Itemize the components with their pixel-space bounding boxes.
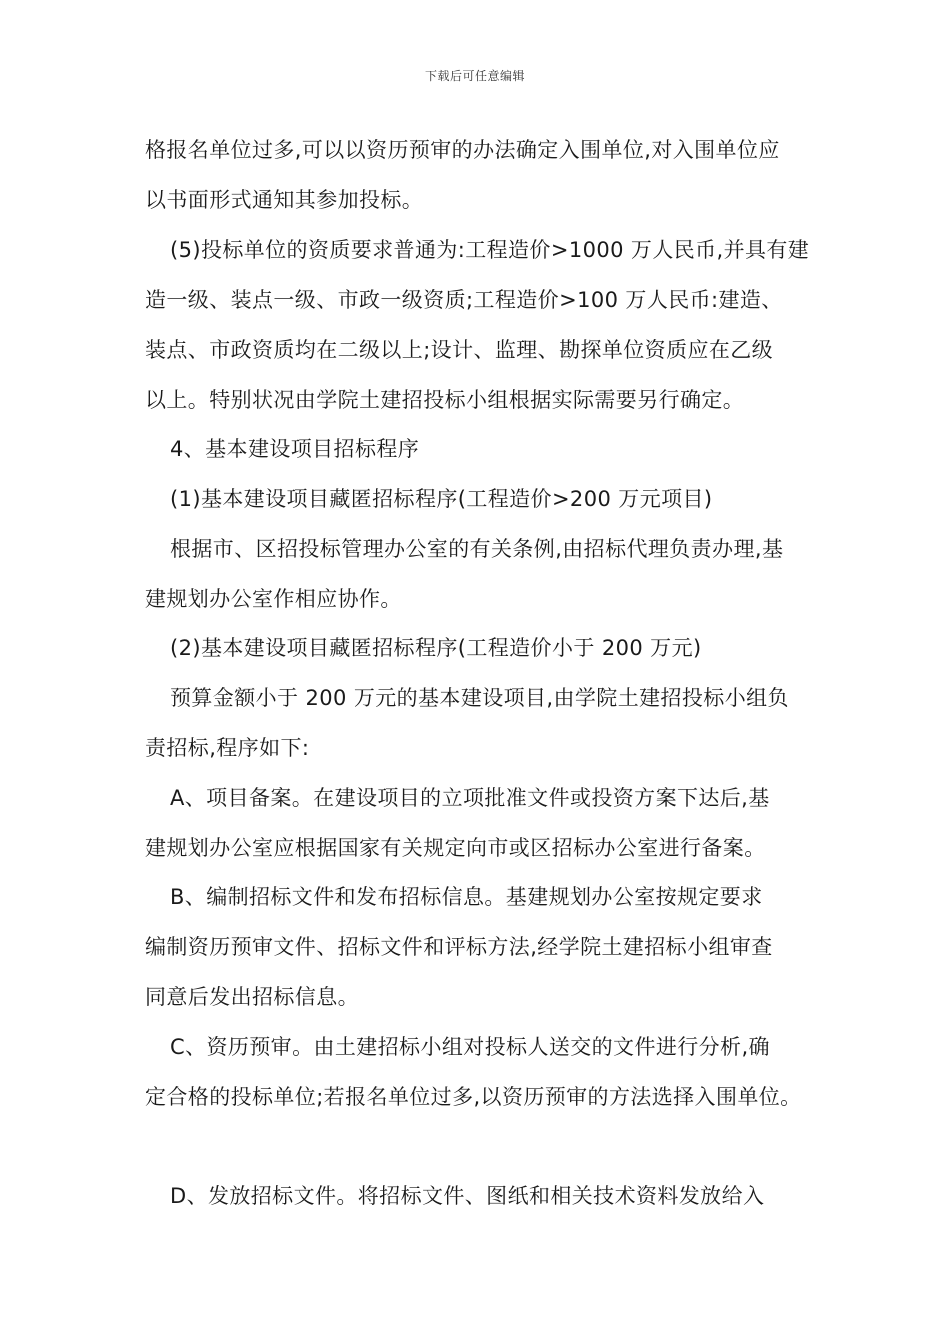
paragraph-line: 格报名单位过多,可以以资历预审的办法确定入围单位,对入围单位应 [145, 138, 780, 162]
paragraph-line: D、发放招标文件。将招标文件、图纸和相关技术资料发放给入 [170, 1184, 765, 1208]
paragraph-line: 装点、市政资质均在二级以上;设计、监理、勘探单位资质应在乙级 [145, 338, 774, 362]
paragraph-line: 以上。特别状况由学院土建招投标小组根据实际需要另行确定。 [145, 388, 745, 412]
subsection-heading: (1)基本建设项目藏匿招标程序(工程造价>200 万元项目) [170, 487, 713, 511]
subsection-heading: (2)基本建设项目藏匿招标程序(工程造价小于 200 万元) [170, 636, 702, 660]
paragraph-line: 造一级、装点一级、市政一级资质;工程造价>100 万人民币:建造、 [145, 288, 783, 312]
page-header: 下载后可任意编辑 [424, 69, 525, 83]
paragraph-line: 建规划办公室应根据国家有关规定向市或区招标办公室进行备案。 [145, 836, 766, 860]
paragraph-line: C、资历预审。由土建招标小组对投标人送交的文件进行分析,确 [170, 1035, 770, 1059]
paragraph-line: 同意后发出招标信息。 [145, 985, 359, 1009]
paragraph-line: 预算金额小于 200 万元的基本建设项目,由学院土建招投标小组负 [170, 686, 789, 710]
paragraph-line: 责招标,程序如下: [145, 736, 310, 760]
paragraph-line: 根据市、区招投标管理办公室的有关条例,由招标代理负责办理,基 [170, 537, 784, 561]
paragraph-line: A、项目备案。在建设项目的立项批准文件或投资方案下达后,基 [170, 786, 770, 810]
paragraph-line: 建规划办公室作相应协作。 [145, 587, 402, 611]
paragraph-line: 定合格的投标单位;若报名单位过多,以资历预审的方法选择入围单位。 [145, 1085, 802, 1109]
section-heading: 4、基本建设项目招标程序 [170, 437, 420, 461]
paragraph-line: (5)投标单位的资质要求普通为:工程造价>1000 万人民币,并具有建 [170, 238, 810, 262]
paragraph-line: 编制资历预审文件、招标文件和评标方法,经学院土建招标小组审查 [145, 935, 773, 959]
paragraph-line: 以书面形式通知其参加投标。 [145, 188, 424, 212]
paragraph-line: B、编制招标文件和发布招标信息。基建规划办公室按规定要求 [170, 885, 763, 909]
